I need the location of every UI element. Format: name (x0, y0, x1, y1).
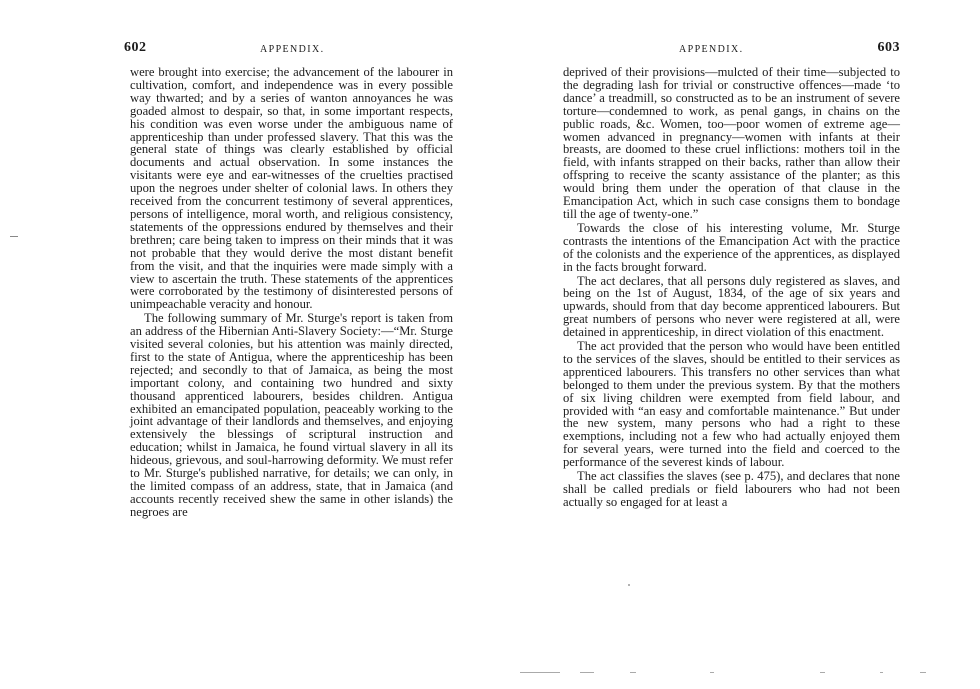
scan-margin-mark (10, 236, 18, 237)
paragraph: The act classifies the slaves (see p. 475), and declares that none shall be called predials or field labourers who had not been actually so engaged for at least a (563, 469, 900, 509)
right-running-head (555, 40, 900, 60)
right-running-title: APPENDIX. (679, 44, 744, 55)
paragraph: The act declares, that all persons duly registered as slaves, and being on the 1st of August, 1834, of the age of six years and upwards, should from that day become apprenticed labourers. But great numbers of persons who never were registered at all, were detained in apprenticeship, in direct violation of this enactment. (563, 273, 900, 340)
paragraph: The following summary of Mr. Sturge's report is taken from an address of the Hibernian Anti-Slavery Society:—“Mr. Sturge visited several colonies, but his attention was mainly directed, first to the state of Antigua, where the apprenticeship has been rejected; and secondly to that of Jamaica, as being the most important colony, and containing two hundred and sixty thousand apprenticed labourers, besides children. Antigua exhibited an emancipated population, peaceably working to the joint advantage of their landlords and themselves, and enjoying extensively the blessings of scriptural instruction and education; whilst in Jamaica, he found virtual slavery in all its hideous, grievous, and soul-harrowing deformity. We must refer to Mr. Sturge's published narrative, for details; we can only, in the limited compass of an address, state, that in Jamaica (and accounts recently received shew the same in other islands) the negroes are (130, 311, 453, 519)
scan-bottom-noise (520, 670, 940, 676)
left-body-text (130, 66, 453, 519)
paragraph: were brought into exercise; the advancement of the labourer in cultivation, comfort, and independence was in every possible way thwarted; and by a series of wanton annoyances he was goaded almost to despair, so that, in some important respects, his condition was even worse under the ambiguous name of apprenticeship than under professed slavery. That this was the general state of things was clearly established by official documents and actual observation. In some instances the visitants were eye and ear-witnesses of the cruelties practised upon the negroes under shelter of colonial laws. In others they received from the concurrent testimony of several apprentices, persons of intelligence, moral worth, and religious consistency, statements of the oppressions endured by themselves and their brethren; care being taken to impress on their minds that it was not probable that they would derive the most distant benefit from the visit, and that the inquiries were made simply with a view to ascertain the truth. These statements of the apprentices were corroborated by the testimony of disinterested persons of unimpeachable veracity and honour. (130, 65, 453, 312)
right-body-text (563, 66, 900, 509)
scan-speck (628, 584, 630, 586)
paragraph: deprived of their provisions—mulcted of their time—subjected to the degrading lash for trivial or constructive offences—made ‘to dance’ a treadmill, so constructed as to be an instrument of severe torture—condemned to work, as penal gangs, in chains on the public roads, &c. Women, too—poor women of extreme age—women advanced in pregnancy—women with infants at their breasts, are doomed to these cruel inflictions: mothers toil in the field, with infants strapped on their backs, rather than allow their offspring to receive the scanty assistance of the planter; as this would bring them under the operation of that clause in the Emancipation Act, which in such case consigns them to bondage till the age of twenty-one.” (563, 65, 900, 221)
left-running-head (110, 40, 465, 60)
right-page-number: 603 (877, 40, 900, 55)
left-running-title: APPENDIX. (260, 44, 325, 55)
paragraph: The act provided that the person who would have been entitled to the services of the slaves, should be entitled to their services as apprenticed labourers. This transfers no other services than what belonged to them under the previous system. By that the mothers of six living children were exempted from field labour, and provided with “an easy and comfortable maintenance.” But under the new system, many persons who had a right to these exemptions, including not a few who had actually enjoyed them for several years, were turned into the field and coerced to the performance of the severest kinds of labour. (563, 339, 900, 470)
paragraph: Towards the close of his interesting volume, Mr. Sturge contrasts the intentions of the Emancipation Act with the practice of the colonists and the experience of the apprentices, as displayed in the facts brought forward. (563, 220, 900, 274)
left-page-number: 602 (124, 40, 147, 55)
